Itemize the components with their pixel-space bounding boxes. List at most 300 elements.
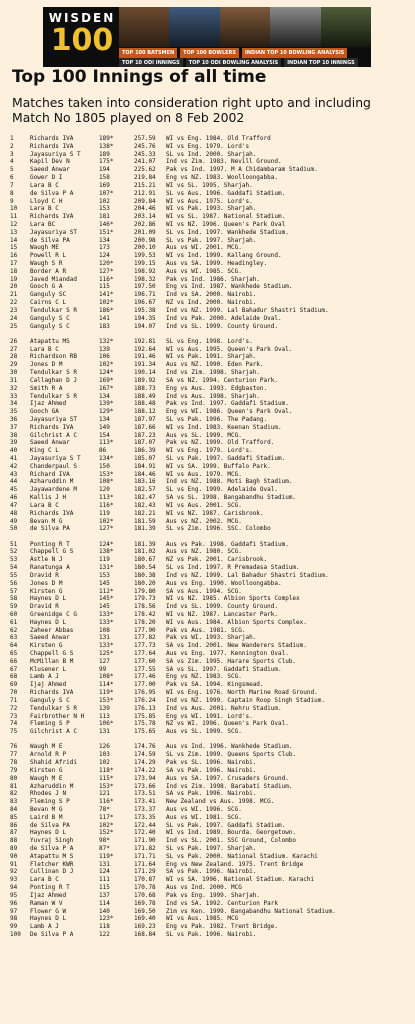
player-cell: Arnold R P — [30, 751, 67, 759]
player-cell: Haynes D L — [30, 618, 67, 626]
wisden-logo[interactable] — [47, 9, 117, 65]
match-cell: SA vs Pak. 1996. Nairobi. — [166, 766, 257, 774]
score-cell: 112* — [99, 587, 114, 595]
player-cell: Border A R — [30, 267, 67, 275]
match-cell: SA vs Aus. 1994. SCG. — [166, 587, 242, 595]
player-cell: Ponting R T — [30, 884, 70, 892]
table-row — [10, 767, 410, 775]
rating-cell: 199.15 — [134, 260, 156, 267]
rank-cell: 34 — [10, 400, 18, 408]
match-cell: Pak vs NZ. 1999. Old Trafford. — [166, 439, 275, 447]
rank-cell: 76 — [10, 743, 18, 751]
player-cell: Waugh ME — [30, 244, 59, 252]
rating-cell: 177.73 — [134, 642, 156, 650]
score-cell: 131* — [99, 564, 114, 572]
rating-cell: 194.07 — [134, 322, 156, 330]
rank-cell: 81 — [10, 782, 18, 790]
logo-wordmark: WISDEN — [48, 11, 116, 25]
score-cell: 108* — [99, 478, 114, 486]
rating-cell: 187.97 — [134, 415, 156, 423]
player-cell: Fleming S P — [30, 720, 70, 728]
table-row — [10, 229, 410, 237]
rating-cell: 178.56 — [134, 603, 156, 611]
rank-cell: 71 — [10, 696, 18, 704]
rank-cell: 2 — [10, 142, 14, 150]
match-cell: SA vs SL. 1998. Bangabandhu Stadium. — [166, 494, 297, 502]
rank-cell: 61 — [10, 618, 18, 626]
rank-cell: 37 — [10, 423, 18, 431]
table-row — [10, 829, 410, 837]
player-cell: Jones D M — [30, 361, 63, 369]
score-cell: 140 — [99, 907, 110, 915]
match-cell: NZ vs WI. 1996. Queen's Park Oval. — [166, 720, 289, 728]
rating-cell: 173.66 — [134, 782, 156, 790]
player-cell: Kirsten G — [30, 587, 63, 595]
match-cell: WI vs NZ. 1987. Lancaster Park. — [166, 610, 278, 618]
table-row — [10, 619, 410, 627]
player-cell: Jayasuriya ST — [30, 415, 77, 423]
nav-link-top-10-odi-innings[interactable]: TOP 10 ODI INNINGS — [119, 58, 183, 67]
intro-text: Matches taken into consideration right upto and including Match No 1805 played on 8 Feb 2002 — [12, 95, 371, 125]
match-cell: Pak vs Aus. 1981. SCG. — [166, 626, 246, 634]
score-cell: 102 — [99, 197, 110, 205]
match-cell: Pak vs Ind. 1986. Sharjah. — [166, 275, 260, 283]
player-cell: Waugh M E — [30, 743, 63, 751]
nav-row-secondary — [119, 58, 371, 67]
score-cell: 116* — [99, 798, 114, 806]
rating-cell: 180.38 — [134, 571, 156, 579]
table-row — [10, 276, 410, 284]
player-cell: Lara B C — [30, 345, 59, 353]
rank-cell: 44 — [10, 478, 18, 486]
table-row — [10, 642, 410, 650]
rank-cell: 95 — [10, 891, 18, 899]
nav-link-indian-top-10-innings[interactable]: INDIAN TOP 10 INNINGS — [284, 58, 358, 67]
rank-cell: 93 — [10, 876, 18, 884]
score-cell: 116* — [99, 275, 114, 283]
rating-cell: 171.64 — [134, 860, 156, 868]
match-cell: Aus vs Ind. 2000. MCG — [166, 884, 242, 892]
rating-cell: 201.09 — [134, 228, 156, 236]
rank-cell: 43 — [10, 470, 18, 478]
score-cell: 102* — [99, 821, 114, 829]
rating-cell: 171.71 — [134, 852, 156, 860]
rating-cell: 177.64 — [134, 650, 156, 657]
score-cell: 139 — [99, 345, 110, 353]
score-cell: 169* — [99, 376, 114, 384]
player-cell: Raman W V — [30, 899, 63, 907]
score-cell: 151* — [99, 228, 114, 236]
table-row — [10, 143, 410, 151]
match-cell: SL vs Ind. 1997. Wankhede Stadium. — [166, 228, 289, 236]
player-cell: Lara BC — [30, 220, 56, 228]
page-title: Top 100 Innings of all time — [12, 67, 267, 87]
match-cell: Aus vs Eng. 1990. Woolloongabba. — [166, 579, 282, 587]
score-cell: 114 — [99, 899, 110, 907]
innings-table — [10, 135, 410, 939]
rank-cell: 35 — [10, 408, 18, 416]
rank-cell: 73 — [10, 712, 18, 720]
match-cell: Ind vs SA. 1992. Centurion Park — [166, 899, 278, 907]
rating-cell: 198.92 — [134, 267, 156, 275]
match-cell: SL vs Pak. 2000. National Stadium. Karachi — [166, 852, 318, 860]
rank-cell: 25 — [10, 322, 18, 330]
nav-link-indian-top-10-bowling[interactable]: INDIAN TOP 10 BOWLING ANALYSIS — [242, 48, 347, 58]
score-cell: 102 — [99, 759, 110, 767]
score-cell: 181 — [99, 213, 110, 221]
rank-cell: 38 — [10, 431, 18, 439]
cricketer-photo — [220, 7, 270, 47]
player-cell: Astle N J — [30, 556, 63, 564]
match-cell: SL vs Pak. 1996. The Padang. — [166, 415, 268, 423]
rating-cell: 169.50 — [134, 907, 156, 915]
rank-cell: 98 — [10, 915, 18, 923]
player-cell: Ranatunga A — [30, 564, 70, 572]
player-cell: Ganguly SC — [30, 291, 67, 299]
player-cell: Haynes D L — [30, 915, 67, 923]
rating-cell: 186.39 — [134, 447, 156, 455]
rating-cell: 174.22 — [134, 766, 156, 774]
table-row — [10, 400, 410, 408]
rank-cell: 10 — [10, 205, 18, 213]
score-cell: 134* — [99, 455, 114, 462]
rating-cell: 184.46 — [134, 470, 156, 478]
match-cell: Ind vs Zim. 1998. Sharjah. — [166, 369, 260, 377]
score-cell: 78* — [99, 805, 110, 813]
player-cell: de Silva P A — [30, 189, 74, 197]
score-cell: 103 — [99, 751, 110, 759]
rating-cell: 187.23 — [134, 431, 156, 439]
player-cell: Richards IVA — [30, 142, 74, 150]
player-cell: Richards IVA — [30, 135, 74, 142]
score-cell: 145 — [99, 579, 110, 587]
match-cell: Eng vs NZ. 1983. SCG. — [166, 673, 242, 681]
score-cell: 127* — [99, 525, 114, 533]
table-row — [10, 166, 410, 174]
match-cell: Ind vs NZ. 1999. Lal Bahadur Shastri Stadium. — [166, 571, 329, 579]
player-cell: Saeed Anwar — [30, 634, 70, 642]
score-cell: 127* — [99, 267, 114, 275]
score-cell: 153* — [99, 470, 114, 478]
score-cell: 131 — [99, 634, 110, 642]
table-row — [10, 244, 410, 252]
score-cell: 141 — [99, 314, 110, 322]
table-row — [10, 814, 410, 822]
table-row — [10, 385, 410, 393]
score-cell: 117* — [99, 813, 114, 821]
table-row — [10, 822, 410, 830]
table-row — [10, 393, 410, 401]
score-cell: 134 — [99, 236, 110, 244]
rating-cell: 181.39 — [134, 525, 156, 533]
rating-cell: 173.94 — [134, 774, 156, 782]
table-row — [10, 432, 410, 440]
table-row — [10, 198, 410, 206]
player-cell: Haynes D L — [30, 829, 67, 837]
rank-cell: 18 — [10, 267, 18, 275]
score-cell: 118 — [99, 923, 110, 931]
rank-cell: 70 — [10, 689, 18, 697]
rating-cell: 182.21 — [134, 509, 156, 517]
player-cell: Tendulkar S R — [30, 369, 77, 377]
rank-cell: 97 — [10, 907, 18, 915]
rating-cell: 212.91 — [134, 189, 156, 197]
score-cell: 173 — [99, 244, 110, 252]
rating-cell: 181.39 — [134, 540, 156, 548]
rating-cell: 187.07 — [134, 439, 156, 447]
rating-cell: 182.43 — [134, 501, 156, 509]
rating-cell: 200.98 — [134, 236, 156, 244]
rank-cell: 29 — [10, 361, 18, 369]
table-row — [10, 564, 410, 572]
cricketer-photo — [119, 7, 169, 47]
rating-cell: 188.48 — [134, 400, 156, 408]
score-cell: 113 — [99, 712, 110, 720]
table-row — [10, 705, 410, 713]
rank-cell: 39 — [10, 439, 18, 447]
rank-cell: 72 — [10, 704, 18, 712]
rating-cell: 177.55 — [134, 665, 156, 673]
table-row — [10, 268, 410, 276]
table-row — [10, 595, 410, 603]
rating-cell: 257.59 — [134, 135, 156, 142]
rating-cell: 204.46 — [134, 205, 156, 213]
rank-cell: 96 — [10, 899, 18, 907]
nav-row-primary — [119, 48, 371, 58]
player-cell: Lamb A J — [30, 673, 59, 681]
match-cell: Eng vs Ind. 1987. Wankhede Stadium. — [166, 283, 293, 291]
score-cell: 141* — [99, 291, 114, 299]
rank-cell: 57 — [10, 587, 18, 595]
table-row — [10, 353, 410, 361]
rating-cell: 215.21 — [134, 181, 156, 189]
table-row — [10, 447, 410, 455]
table-row — [10, 634, 410, 642]
score-cell: 125* — [99, 650, 114, 657]
rank-cell: 33 — [10, 392, 18, 400]
match-cell: WI vs NZ. 1985. Albion Sports Complex — [166, 595, 300, 603]
player-cell: Smith R A — [30, 384, 63, 392]
rank-cell: 83 — [10, 798, 18, 806]
player-cell: Gilchrist A C — [30, 728, 77, 736]
nav-link-top-100-batsmen[interactable]: TOP 100 BATSMEN — [119, 48, 177, 58]
match-cell: Ind vs Pak. 2000. Adelaide Oval. — [166, 314, 282, 322]
rating-cell: 175.78 — [134, 720, 156, 728]
match-cell: Aus vs Eng. 1977. Kennington Oval. — [166, 650, 289, 657]
score-cell: 119 — [99, 556, 110, 564]
player-cell: Fletcher KWR — [30, 860, 74, 868]
rating-cell: 173.35 — [134, 813, 156, 821]
match-cell: WI vs Eng. 1979. Lord's. — [166, 447, 253, 455]
rank-cell: 5 — [10, 166, 14, 174]
rating-cell: 203.14 — [134, 213, 156, 221]
table-row — [10, 588, 410, 596]
rank-cell: 28 — [10, 353, 18, 361]
match-cell: Aus vs SA. 1997. Crusaders Ground. — [166, 774, 289, 782]
table-row — [10, 135, 410, 143]
score-cell: 132* — [99, 337, 114, 345]
player-cell: Dravid R — [30, 571, 59, 579]
rating-cell: 176.13 — [134, 704, 156, 712]
match-cell: Aus vs SL. 1999. SCG. — [166, 728, 242, 736]
score-cell: 137 — [99, 891, 110, 899]
table-row — [10, 346, 410, 354]
rank-cell: 58 — [10, 595, 18, 603]
rank-cell: 86 — [10, 821, 18, 829]
rank-cell: 26 — [10, 337, 18, 345]
table-row — [10, 455, 410, 463]
player-cell: de Silva PA — [30, 525, 70, 533]
rating-cell: 169.40 — [134, 915, 156, 923]
table-row — [10, 541, 410, 549]
rank-cell: 48 — [10, 509, 18, 517]
rating-cell: 168.84 — [134, 930, 156, 938]
rank-cell: 6 — [10, 174, 14, 182]
table-row — [10, 915, 410, 923]
match-cell: Ind vs Aus. 2001. Nehru Stadium. — [166, 704, 282, 712]
rank-cell: 16 — [10, 252, 18, 260]
rating-cell: 171.90 — [134, 837, 156, 845]
score-cell: 102* — [99, 517, 114, 525]
match-cell: Ind vs NZ. 1988. Moti Bagh Stadium. — [166, 478, 293, 486]
rating-cell: 174.29 — [134, 759, 156, 767]
score-cell: 124 — [99, 252, 110, 260]
rating-cell: 196.71 — [134, 291, 156, 299]
rank-cell: 15 — [10, 244, 18, 252]
table-row — [10, 151, 410, 159]
rank-cell: 92 — [10, 868, 18, 876]
rating-cell: 174.59 — [134, 751, 156, 759]
rating-cell: 190.14 — [134, 369, 156, 377]
score-cell: 115 — [99, 884, 110, 892]
match-cell: Aus vs SA. 1999. Headingley. — [166, 260, 268, 267]
rank-cell: 7 — [10, 181, 14, 189]
player-cell: Atapattu M S — [30, 852, 74, 860]
rank-cell: 60 — [10, 610, 18, 618]
rating-cell: 194.35 — [134, 314, 156, 322]
match-cell: NZ vs Pak. 2001. Carisbrook. — [166, 556, 268, 564]
rating-cell: 180.54 — [134, 564, 156, 572]
player-cell: Tendulkar S R — [30, 704, 77, 712]
table-row — [10, 291, 410, 299]
rating-cell: 177.46 — [134, 673, 156, 681]
match-cell: WI vs Aus. 1975. Lord's. — [166, 197, 253, 205]
player-cell: Richards IVA — [30, 509, 74, 517]
player-cell: Jayawardene M — [30, 486, 77, 494]
match-cell: Aus vs NZ. 1990. Eden Park. — [166, 361, 264, 369]
score-cell: 124* — [99, 369, 114, 377]
table-row — [10, 666, 410, 674]
player-cell: Fleming S P — [30, 798, 70, 806]
match-cell: Aus vs WI. 1981. SCG. — [166, 813, 242, 821]
score-cell: 175* — [99, 158, 114, 166]
match-cell: Eng vs Pak. 1982. Trent Bridge. — [166, 923, 278, 931]
rating-cell: 171.82 — [134, 845, 156, 852]
table-row — [10, 361, 410, 369]
table-row — [10, 868, 410, 876]
rating-cell: 176.24 — [134, 696, 156, 704]
match-cell: SL vs Zim. 1999. Queens Sports Club. — [166, 751, 297, 759]
match-cell: WI vs Eng. 1979. Lord's — [166, 142, 250, 150]
rating-cell: 189.92 — [134, 376, 156, 384]
rating-cell: 192.81 — [134, 337, 156, 345]
table-row — [10, 627, 410, 635]
score-cell: 154 — [99, 431, 110, 439]
rank-cell: 23 — [10, 306, 18, 314]
player-cell: Gilchrist A C — [30, 431, 77, 439]
player-cell: Cairns C L — [30, 299, 67, 307]
player-cell: Richard IVA — [30, 470, 70, 478]
score-cell: 189 — [99, 150, 110, 158]
nav-link-top-100-bowlers[interactable]: TOP 100 BOWLERS — [180, 48, 239, 58]
table-row — [10, 845, 410, 853]
wisden-banner — [43, 7, 371, 67]
rank-cell: 9 — [10, 197, 14, 205]
player-cell: Lara B C — [30, 501, 59, 509]
player-cell: Kirsten G — [30, 766, 63, 774]
rating-cell: 219.84 — [134, 174, 156, 182]
rating-cell: 170.87 — [134, 876, 156, 884]
match-cell: WI vs Aus. 1979. MCG. — [166, 470, 242, 478]
rating-cell: 177.82 — [134, 634, 156, 642]
rating-cell: 188.49 — [134, 392, 156, 400]
match-cell: Ind vs SA. 2000. Nairobi. — [166, 291, 257, 299]
score-cell: 102* — [99, 299, 114, 307]
rating-cell: 245.33 — [134, 150, 156, 158]
score-cell: 133* — [99, 642, 114, 650]
player-cell: Kapil Dev N — [30, 158, 70, 166]
rank-cell: 65 — [10, 650, 18, 657]
rating-cell: 178.42 — [134, 610, 156, 618]
score-cell: 119* — [99, 689, 114, 697]
match-cell: SL vs Zim. 1996. SSC. Colombo — [166, 525, 271, 533]
rank-cell: 24 — [10, 314, 18, 322]
rank-cell: 90 — [10, 852, 18, 860]
match-cell: SL vs Eng. 1998. Lord's. — [166, 337, 253, 345]
match-cell: WI vs Pak. 1991. Sharjah. — [166, 353, 257, 361]
rating-cell: 175.85 — [134, 712, 156, 720]
score-cell: 118* — [99, 766, 114, 774]
table-row — [10, 315, 410, 323]
match-cell: WI vs SL. 1987. National Stadium. — [166, 213, 286, 221]
rating-cell: 172.44 — [134, 821, 156, 829]
match-cell: WI vs Aus. 1995. Queen's Park Oval. — [166, 345, 293, 353]
rating-cell: 175.65 — [134, 728, 156, 736]
table-row — [10, 252, 410, 260]
table-row — [10, 182, 410, 190]
score-cell: 115 — [99, 283, 110, 291]
logo-number: 100 — [50, 23, 114, 58]
match-cell: WI vs Aus. 1984. Albion Sports Complex. — [166, 618, 307, 626]
player-cell: Saeed Anwar — [30, 166, 70, 174]
match-cell: SL vs Aus. 1996. Gaddafi Stadium. — [166, 189, 286, 197]
rating-cell: 185.07 — [134, 455, 156, 462]
nav-link-top-10-odi-bowling[interactable]: TOP 10 ODI BOWLING ANALYSIS — [186, 58, 281, 67]
table-row — [10, 478, 410, 486]
match-cell: SA vs Pak. 1996. Nairobi. — [166, 790, 257, 798]
rank-cell: 100 — [10, 930, 21, 938]
player-cell: Cullinan D J — [30, 868, 74, 876]
rating-cell: 191.46 — [134, 353, 156, 361]
score-cell: 111 — [99, 876, 110, 884]
score-cell: 131 — [99, 860, 110, 868]
rank-cell: 4 — [10, 158, 14, 166]
rating-cell: 187.66 — [134, 423, 156, 431]
match-cell: Pak vs Ind. 1997. Gaddafi Stadium. — [166, 400, 289, 408]
match-cell: Aus vs NZ. 2002. MCG. — [166, 517, 242, 525]
match-cell: Ind vs Zim. 1983. Nevill Ground. — [166, 158, 282, 166]
player-cell: Richardson RB — [30, 353, 77, 361]
